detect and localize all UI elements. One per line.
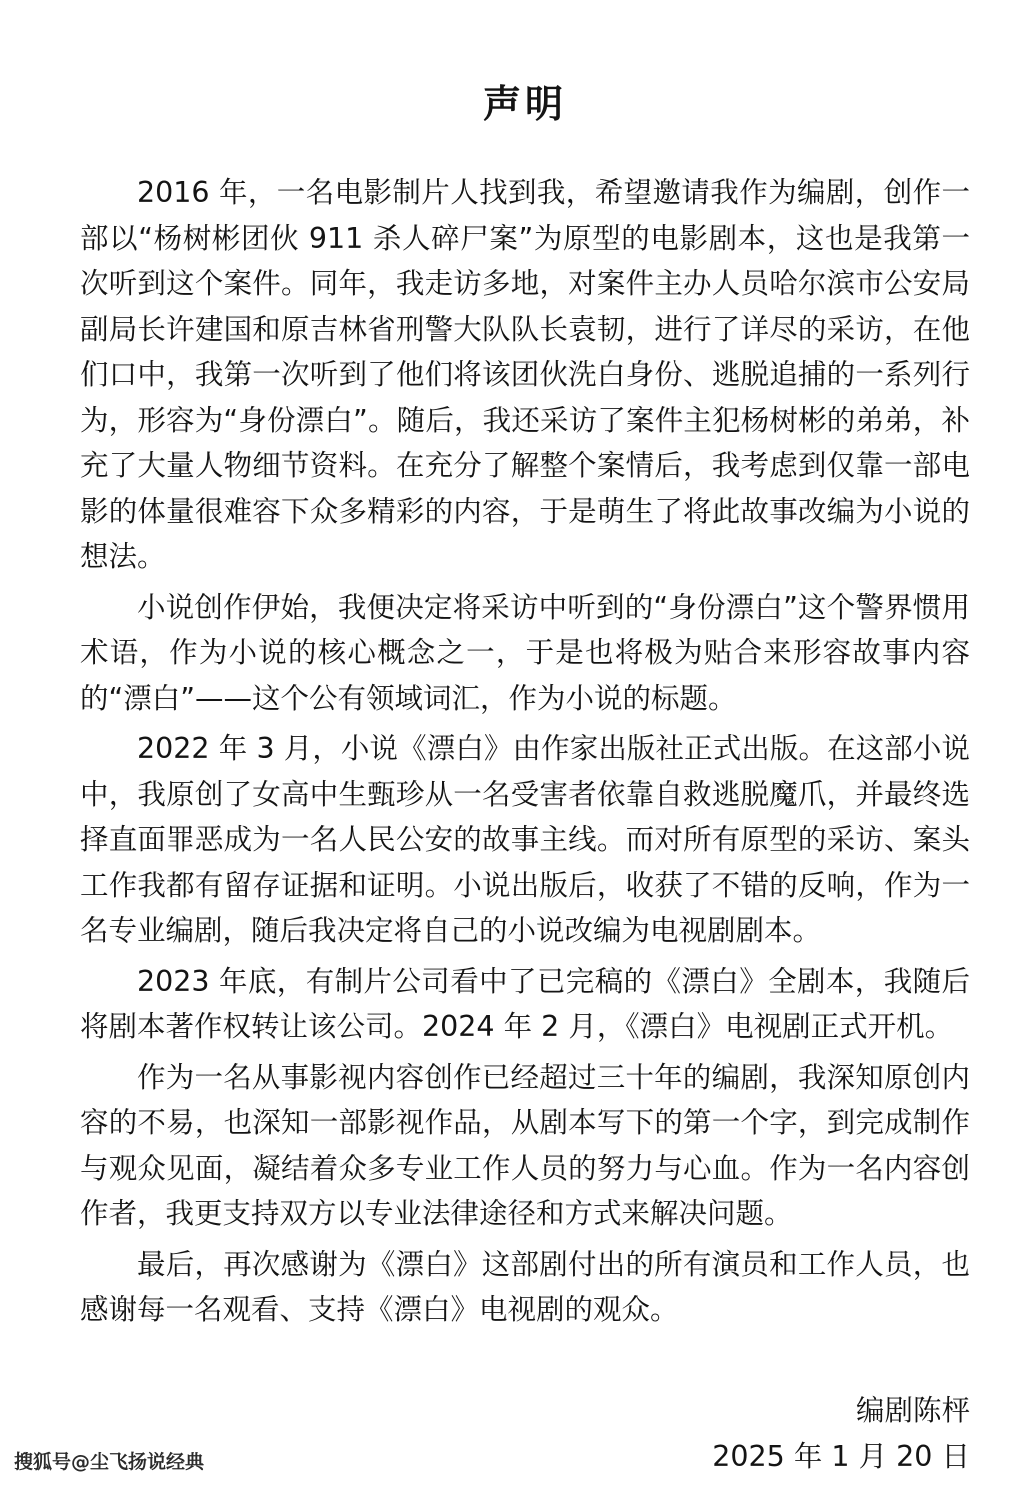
paragraph-2: 小说创作伊始，我便决定将采访中听到的“身份漂白”这个警界惯用术语，作为小说的核心概念之一，于是也将极为贴合来形容故事内容的“漂白”——这个公有领域词汇，作为小说的标题。 xyxy=(80,590,970,715)
statement-document xyxy=(80,0,970,1488)
paragraph-4: 2023 年底，有制片公司看中了已完稿的《漂白》全剧本，我随后将剧本著作权转让该公司。2024 年 2 月，《漂白》电视剧正式开机。 xyxy=(80,964,970,1043)
date: 2025 年 1 月 20 日 xyxy=(712,1440,970,1473)
watermark: 搜狐号@尘飞扬说经典 xyxy=(14,1451,205,1473)
paragraph-1: 2016 年，一名电影制片人找到我，希望邀请我作为编剧，创作一部以“杨树彬团伙 911 杀人碎尸案”为原型的电影剧本，这也是我第一次听到这个案件。同年，我走访多地，对案件主办人员哈尔滨市公安局副局长许建国和原吉林省刑警大队队长袁韧，进行了详尽的采访，在他们口中，我第一次听到了他们将该团伙洗白身份、逃脱追捕的一系列行为，形容为“身份漂白”。随后，我还采访了案件主犯杨树彬的弟弟，补充了大量人物细节资料。在充分了解整个案情后，我考虑到仅靠一部电影的体量很难容下众多精彩的内容，于是萌生了将此故事改编为小说的想法。 xyxy=(80,176,970,573)
signature: 编剧陈枰 xyxy=(855,1394,970,1427)
paragraph-3: 2022 年 3 月，小说《漂白》由作家出版社正式出版。在这部小说中，我原创了女高中生甄珍从一名受害者依靠自救逃脱魔爪，并最终选择直面罪恶成为一名人民公安的故事主线。而对所有原型的采访、案头工作我都有留存证据和证明。小说出版后，收获了不错的反响，作为一名专业编剧，随后我决定将自己的小说改编为电视剧剧本。 xyxy=(80,732,970,947)
paragraph-6: 最后，再次感谢为《漂白》这部剧付出的所有演员和工作人员，也感谢每一名观看、支持《漂白》电视剧的观众。 xyxy=(80,1247,970,1326)
document-title: 声明 xyxy=(482,82,567,126)
signature-block xyxy=(712,1388,970,1480)
document-body xyxy=(80,170,970,1338)
paragraph-5: 作为一名从事影视内容创作已经超过三十年的编剧，我深知原创内容的不易，也深知一部影视作品，从剧本写下的第一个字，到完成制作与观众见面，凝结着众多专业工作人员的努力与心血。作为一名内容创作者，我更支持双方以专业法律途径和方式来解决问题。 xyxy=(80,1060,970,1230)
